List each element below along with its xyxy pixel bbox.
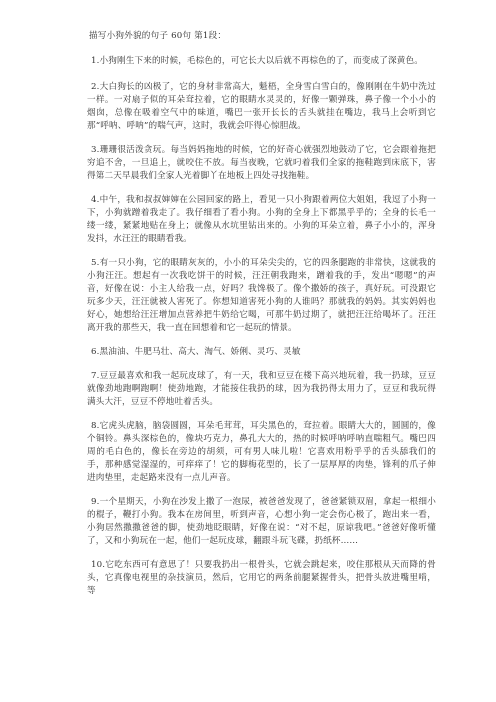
paragraph-5: 5.有一只小狗，它的眼睛灰灰的，小小的耳朵尖尖的，它的四条腿跑的非常快，这就我的小狗汪汪。想起有一次我吃饼干的时候，汪汪朝我跑来，蹭着我的手，发出“嗯嗯”的声音，好像在说：小主人给我一点，好吗？我馋极了。像个撒娇的孩子，真好玩。可没跟它玩多少天，汪汪就被人害死了。你想知道害死小狗的人谁吗？那就我的妈妈。其实妈妈也好心，她想给汪汪增加点营养把牛奶给它喝，可那牛奶过期了，就把汪汪给喝坏了。汪汪离开我的那些天，我一直在回想着和它一起玩的情景。 [87,258,436,333]
paragraph-7: 7.豆豆最喜欢和我一起玩皮球了，有一天，我和豆豆在楼下高兴地玩着，我一扔球，豆豆就像劲地跑啊跑啊！使劲地跑，才能接住我扔的球，因为我扔得太用力了，豆豆和我玩得满头大汗，豆豆不停地吐着舌头。 [87,371,436,407]
paragraph-1: 1.小狗刚生下来的时候，毛棕色的，可它长大以后就不再棕色的了，而变成了深黄色。 [91,56,424,66]
paragraph-2: 2.大白狗长的凶极了，它的身材非常高大，魁梧，全身雪白雪白的，像刚刚在牛奶中洗过一样。一对扇子似的耳朵耷拉着，它的眼睛水灵灵的，好像一颗弹珠，鼻子像一个小小的烟囱，总像在吸着空气中的味道，嘴巴一张开长长的舌头就挂在嘴边，我马上会听到它那“呼呐、呼呐”的喘气声，这时，我就会吓得心惊胆战。 [87,82,436,131]
paragraph-10: 10.它吃东西可有意思了！只要我扔出一根骨头，它就会跳起来，咬住那根从天而降的骨头，它真像电视里的杂技演员，然后，它用它的两条前腿紧握骨头，把骨头放进嘴里啃，等 [87,560,436,596]
paragraph-9: 9.一个星期天，小狗在沙发上撒了一泡尿，被爸爸发现了，爸爸紧锁双眉，拿起一根细小的棍子，鞭打小狗。我本在房间里，听到声音，心想小狗一定会伤心极了，跑出来一看，小狗居然撒撒爸爸的脚，使劲地眨眼睛，好像在说：“对不起，原谅我吧。”爸爸好像听懂了，又和小狗玩在一起，他们一起玩皮球，翻跟斗玩飞碟，扔纸杯…… [87,497,436,546]
paragraph-6: 6.黑油油、牛肥马壮、高大、淘气、娇俐、灵巧、灵敏 [91,347,301,357]
paragraph-8: 8.它虎头虎脑，脑袋圆圆，耳朵毛茸茸，耳尖黑色的，耷拉着。眼睛大大的，圆圆的，像个铜铃。鼻头深棕色的，像块巧克力，鼻孔大大的，热的时候呼呐呼呐直喘粗气。嘴巴四周的毛白色的，像长在旁边的胡须，可有男人味儿啦！它喜欢用粉乎乎的舌头舔我们的手，那种感觉湿湿的，可痒痒了！它的脚梅花型的，长了一层厚厚的肉垫，锋利的爪子伸进肉垫里，走起路来没有一点儿声音。 [87,421,436,483]
paragraph-3: 3.珊珊很活泼贪玩。每当妈妈拖地的时候，它的好奇心就强烈地鼓动了它，它会跟着拖把穷追不舍，一旦追上，就咬住不放。每当夜晚，它就叼着我们全家的拖鞋跑到床底下，害得第二天早晨我们全家人光着脚丫在地板上四处寻找拖鞋。 [87,145,436,181]
paragraph-4: 4.中午，我和叔叔婶婶在公园回家的路上，看见一只小狗跟着两位大姐姐，我逗了小狗一下，小狗就蹭着我走了。我仔细看了看小狗。小狗的全身上下都黑乎乎的；全身的长毛一缕一缕，紧紧地贴在身上；就像从水坑里钻出来的。小狗的耳朵立着，鼻子小小的，浑身发抖，水汪汪的眼睛看我。 [87,195,436,244]
document-title: 描写小狗外貌的句子 60句 第1段： [89,31,227,41]
